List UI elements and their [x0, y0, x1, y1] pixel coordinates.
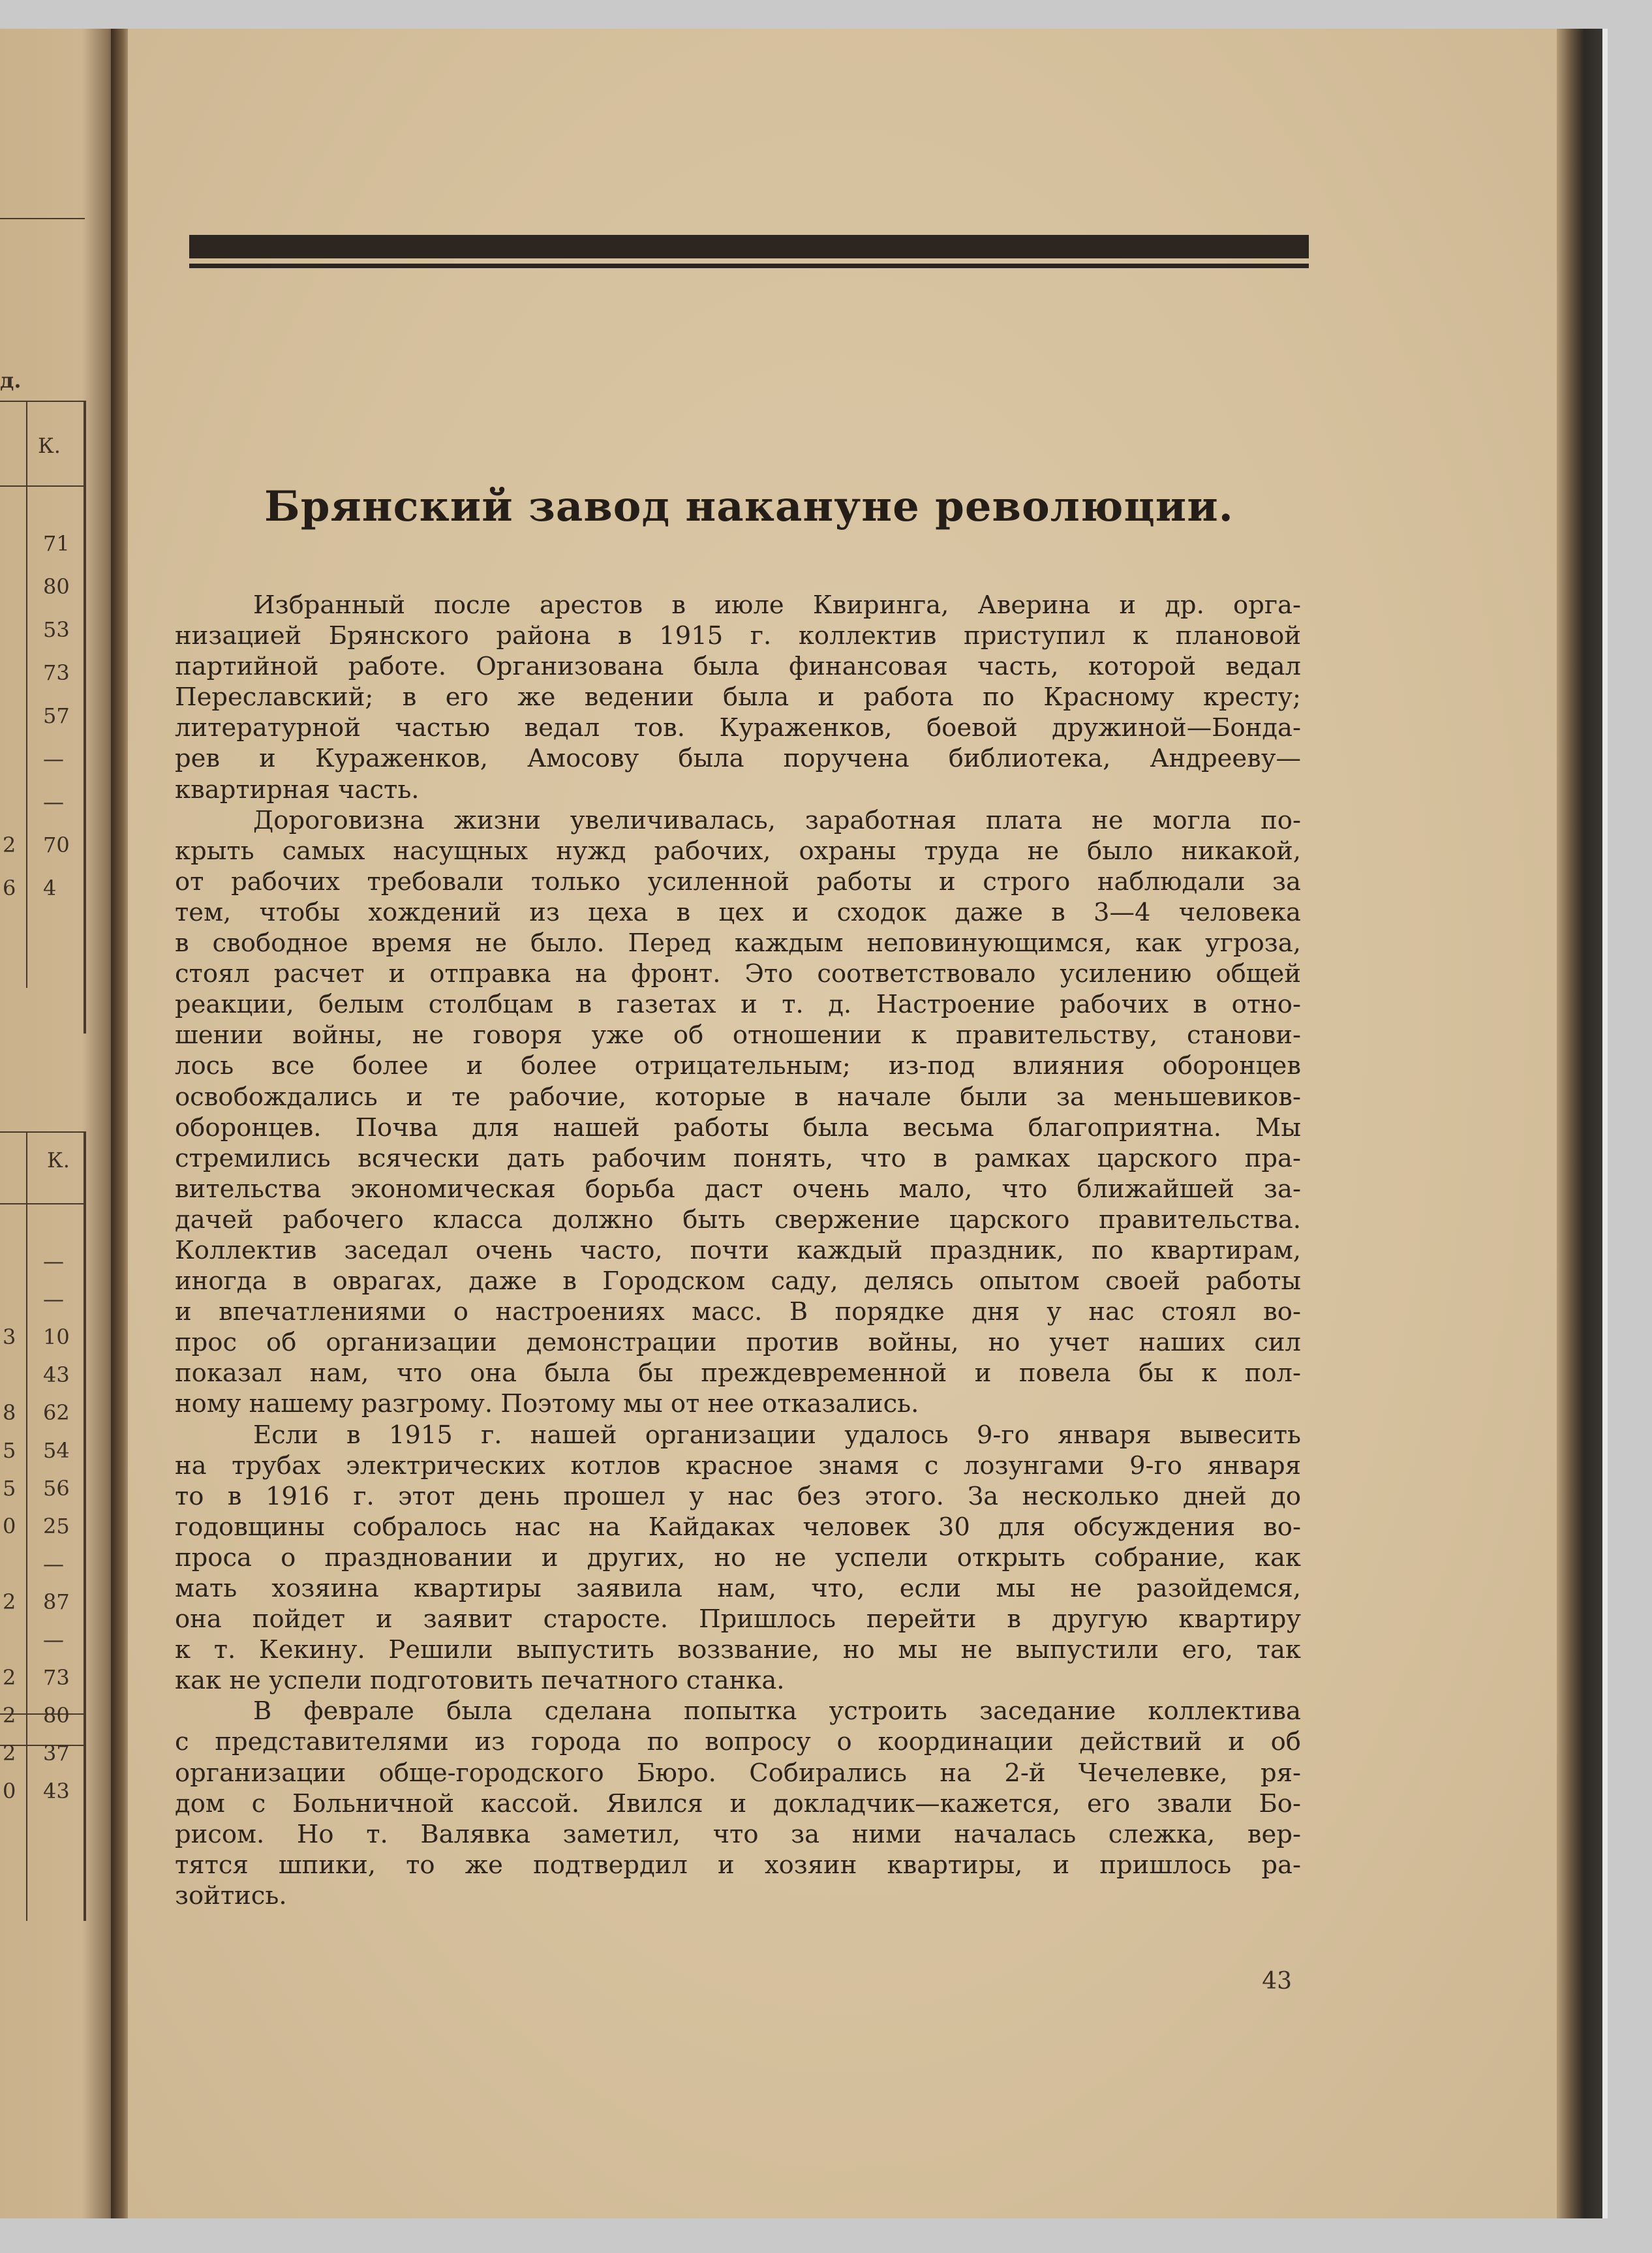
left-table-digit: 0 [3, 1514, 16, 1539]
left-table-rule [0, 218, 85, 219]
left-table-digit: 2 [3, 1665, 16, 1690]
text-line: показал нам, что она была бы преждевременной и повела бы к пол- [175, 1358, 1301, 1388]
left-table-value: 70 [43, 833, 70, 857]
text-line: мать хозяина квартиры заявила нам, что, если мы не разойдемся, [175, 1574, 1301, 1603]
text-line: рев и Кураженков, Амосову была поручена библиотека, Андрееву— [175, 744, 1301, 774]
text-line: она пойдет и заявит старосте. Пришлось перейти в другую квартиру [175, 1604, 1301, 1634]
text-line: партийной работе. Организована была финансовая часть, которой ведал [175, 652, 1301, 682]
left-table-rule [0, 1131, 85, 1133]
text-line: рисом. Но т. Валявка заметил, что за ними началась слежка, вер- [175, 1819, 1301, 1849]
left-table-value: 53 [43, 617, 70, 642]
left-table-value: 54 [43, 1438, 70, 1463]
left-table-value: 25 [43, 1514, 70, 1539]
text-line: Дороговизна жизни увеличивалась, заработная плата не могла по- [253, 805, 1301, 835]
text-line: освобождались и те рабочие, которые в начале были за меньшевиков- [175, 1082, 1301, 1112]
text-line: Коллектив заседал очень часто, почти каждый праздник, по квартирам, [175, 1235, 1301, 1265]
text-line: шении войны, не говоря уже об отношении к правительству, станови- [175, 1020, 1301, 1050]
text-line: вительства экономическая борьба даст очень мало, что ближайшей за- [175, 1174, 1301, 1204]
text-line: низацией Брянского района в 1915 г. коллектив приступил к плановой [175, 621, 1301, 651]
text-line: ному нашему разгрому. Поэтому мы от нее отказались. [175, 1389, 919, 1419]
text-line: как не успели подготовить печатного станка. [175, 1666, 785, 1696]
left-table-value: 73 [43, 1665, 70, 1690]
text-line: тятся шпики, то же подтвердил и хозяин квартиры, и пришлось ра- [175, 1850, 1301, 1880]
text-line: крыть самых насущных нужд рабочих, охраны труда не было никакой, [175, 836, 1301, 866]
text-line: организации обще-городского Бюро. Собирались на 2-й Чечелевке, ря- [175, 1758, 1301, 1788]
left-header-fragment: д. [0, 368, 22, 393]
text-line: Переславский; в его же ведении была и работа по Красному кресту; [175, 682, 1301, 713]
left-table-value: 43 [43, 1362, 70, 1387]
text-line: на трубах электрических котлов красное знамя с лозунгами 9-го января [175, 1450, 1301, 1480]
text-line: дом с Больничной кассой. Явился и докладчик—кажется, его звали Бо- [175, 1788, 1301, 1818]
left-table-divider [84, 1131, 86, 1921]
text-line: в свободное время не было. Перед каждым неповинующимся, как угроза, [175, 928, 1301, 958]
text-line: к т. Кекину. Решили выпустить воззвание, но мы не выпустили его, так [175, 1635, 1301, 1665]
text-line: дачей рабочего класса должно быть свержение царского правительства. [175, 1204, 1301, 1234]
left-table-divider [84, 401, 86, 1034]
text-line: В феврале была сделана попытка устроить заседание коллектива [253, 1696, 1301, 1726]
left-table-value: — [43, 1287, 64, 1311]
left-table-value: 80 [43, 1703, 70, 1728]
article-body [175, 590, 1301, 1911]
left-table-value: — [43, 1627, 64, 1652]
page-number: 43 [1262, 1968, 1292, 1995]
left-table-digit: 3 [3, 1325, 16, 1349]
text-line: прос об организации демонстрации против войны, но учет наших сил [175, 1328, 1301, 1358]
left-table-value: 10 [43, 1325, 70, 1349]
text-line: и впечатлениями о настроениях масс. В порядке дня у нас стоял во- [175, 1297, 1301, 1327]
left-table-rule [0, 1203, 85, 1204]
left-table-value: 87 [43, 1589, 70, 1614]
left-table-value: 4 [43, 876, 57, 900]
left-table-value: — [43, 1249, 64, 1274]
left-table-value: 73 [43, 660, 70, 685]
left-table-divider [26, 1131, 27, 1921]
left-page-fragment [0, 29, 117, 2218]
left-table-digit: 2 [3, 833, 16, 857]
text-line: Избранный после арестов в июле Квиринга, Аверина и др. орга- [253, 590, 1301, 620]
header-rule-thick [189, 235, 1309, 258]
left-table-digit: 2 [3, 1741, 16, 1766]
left-col-header: К. [47, 1148, 70, 1172]
left-table-digit: 2 [3, 1703, 16, 1728]
text-line: реакции, белым столбцам в газетах и т. д. Настроение рабочих в отно- [175, 990, 1301, 1020]
text-line: с представителями из города по вопросу о координации действий и об [175, 1727, 1301, 1757]
text-line: от рабочих требовали только усиленной работы и строго наблюдали за [175, 866, 1301, 897]
left-table-value: 57 [43, 703, 70, 728]
text-line: проса о праздновании и других, но не успели открыть собрание, как [175, 1542, 1301, 1572]
scan-border [1602, 29, 1608, 2218]
text-line: стоял расчет и отправка на фронт. Это соответствовало усилению общей [175, 959, 1301, 989]
text-line: годовщины собралось нас на Кайдаках человек 30 для обсуждения во- [175, 1512, 1301, 1542]
text-line: оборонцев. Почва для нашей работы была весьма благоприятна. Мы [175, 1112, 1301, 1142]
text-line: квартирная часть. [175, 774, 420, 805]
left-col-header: К. [38, 433, 61, 458]
left-table-value: 62 [43, 1400, 70, 1425]
left-table-value: 56 [43, 1476, 70, 1501]
left-table-divider [26, 401, 27, 988]
left-table-value: 80 [43, 574, 70, 599]
article-title: Брянский завод накануне революции. [264, 482, 1234, 531]
left-table-digit: 2 [3, 1589, 16, 1614]
left-table-value: — [43, 746, 64, 771]
left-table-value: 37 [43, 1741, 70, 1766]
left-table-digit: 6 [3, 876, 16, 900]
text-line: Если в 1915 г. нашей организации удалось 9-го января вывесить [253, 1420, 1301, 1450]
scanned-spread [0, 29, 1602, 2218]
text-line: зойтись. [175, 1880, 287, 1910]
left-table-value: 43 [43, 1779, 70, 1803]
left-table-rule [0, 401, 85, 402]
text-line: лось все более и более отрицательным; из-под влияния оборонцев [175, 1051, 1301, 1081]
left-table-digit: 5 [3, 1438, 16, 1463]
text-line: то в 1916 г. этот день прошел у нас без этого. За несколько дней до [175, 1481, 1301, 1511]
left-table-value: 71 [43, 531, 70, 556]
left-table-value: — [43, 789, 64, 814]
text-line: иногда в оврагах, даже в Городском саду, делясь опытом своей работы [175, 1266, 1301, 1296]
text-line: литературной частью ведал тов. Кураженков, боевой дружиной—Бонда- [175, 713, 1301, 743]
left-table-digit: 0 [3, 1779, 16, 1803]
text-line: стремились всячески дать рабочим понять, что в рамках царского пра- [175, 1143, 1301, 1173]
book-edge [1557, 29, 1602, 2218]
left-table-value: — [43, 1552, 64, 1576]
header-rule-thin [189, 264, 1309, 268]
left-table-rule [0, 485, 85, 487]
left-table-digit: 5 [3, 1476, 16, 1501]
left-table-digit: 8 [3, 1400, 16, 1425]
text-line: тем, чтобы хождений из цеха в цех и сходок даже в 3—4 человека [175, 897, 1301, 927]
